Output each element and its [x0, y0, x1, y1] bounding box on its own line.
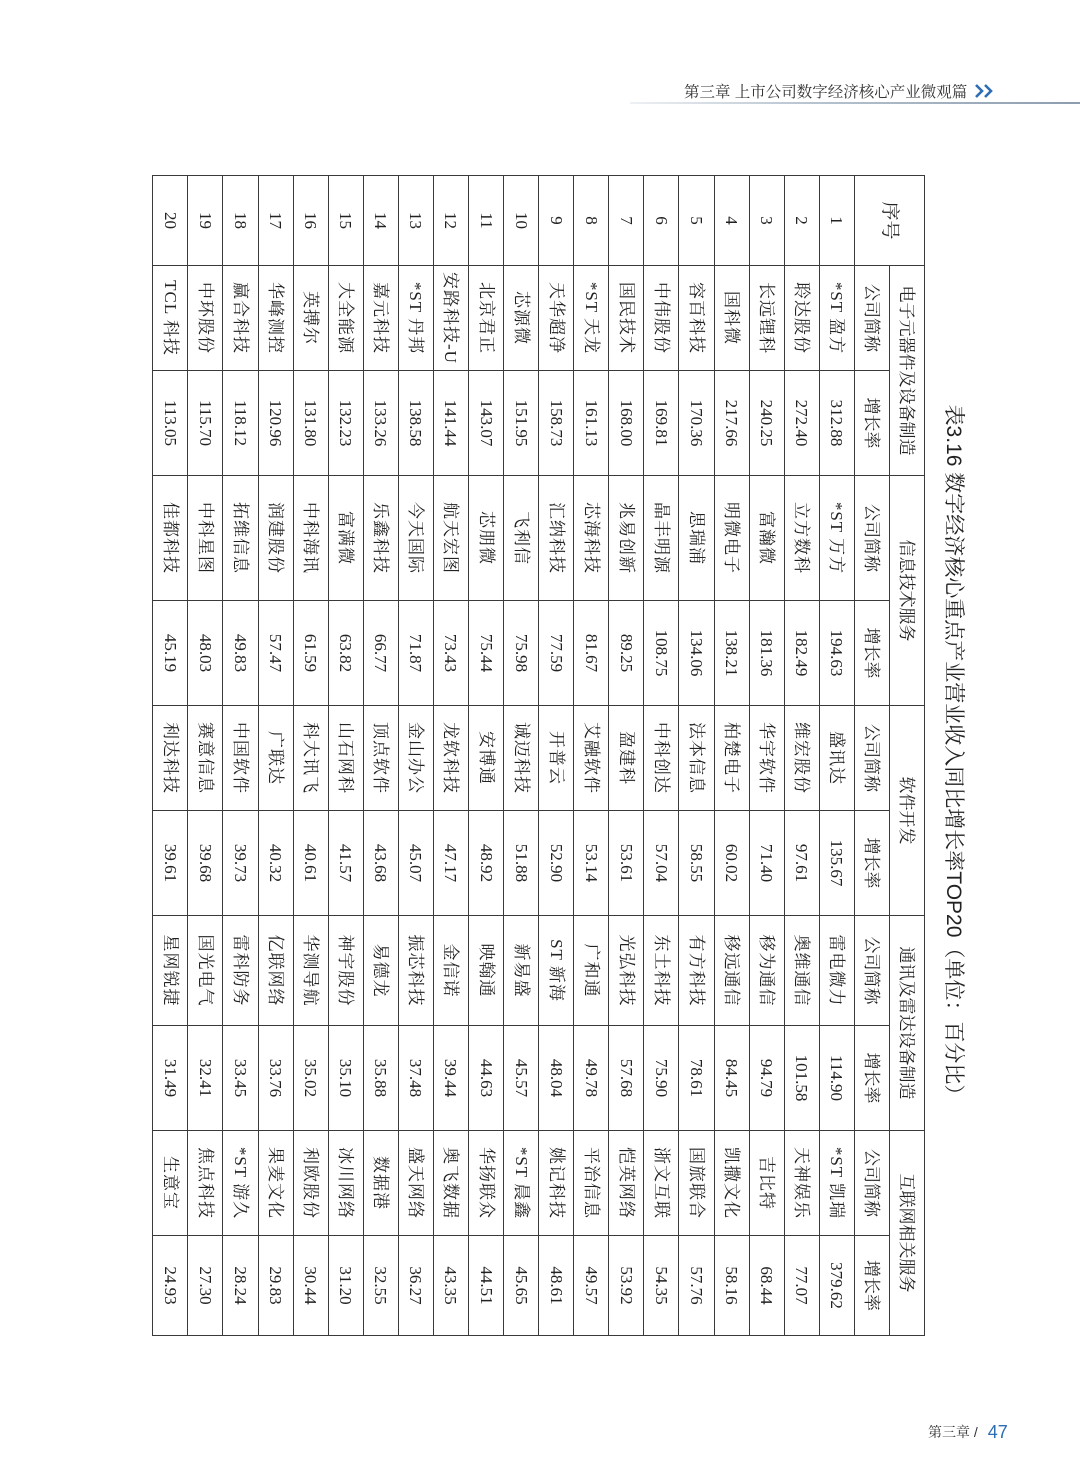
company-name: 冰川网络	[328, 1131, 363, 1236]
growth-rate: 158.73	[539, 371, 574, 476]
growth-rate: 68.44	[749, 1236, 784, 1336]
company-header: 公司简称	[854, 706, 889, 811]
company-name: 英搏尔	[293, 266, 328, 371]
company-name: 长远锂科	[749, 266, 784, 371]
table-row	[749, 176, 784, 1336]
table-row	[223, 176, 258, 1336]
growth-rate: 57.47	[258, 601, 293, 706]
growth-rate: 84.45	[714, 1026, 749, 1131]
growth-rate: 272.40	[784, 371, 819, 476]
company-name: *ST 游久	[223, 1131, 258, 1236]
table-row	[714, 176, 749, 1336]
growth-rate: 39.73	[223, 811, 258, 916]
company-name: 聆达股份	[784, 266, 819, 371]
growth-rate: 45.65	[504, 1236, 539, 1336]
growth-rate: 118.12	[223, 371, 258, 476]
company-name: 华测导航	[293, 916, 328, 1026]
company-name: 乐鑫科技	[363, 476, 398, 601]
growth-rate: 161.13	[574, 371, 609, 476]
company-name: 大全能源	[328, 266, 363, 371]
company-name: 科大讯飞	[293, 706, 328, 811]
growth-rate: 89.25	[609, 601, 644, 706]
rotated-table-block	[152, 175, 985, 1335]
company-name: ST 新海	[539, 916, 574, 1026]
rate-header: 增长率	[854, 1026, 889, 1131]
growth-rate: 45.07	[398, 811, 433, 916]
company-name: 数据港	[363, 1131, 398, 1236]
row-number: 13	[398, 176, 433, 266]
growth-rate: 131.80	[293, 371, 328, 476]
company-name: 易德龙	[363, 916, 398, 1026]
growth-rate: 75.98	[504, 601, 539, 706]
company-name: 赛意信息	[188, 706, 223, 811]
row-number: 2	[784, 176, 819, 266]
row-number: 18	[223, 176, 258, 266]
growth-rate: 71.40	[749, 811, 784, 916]
page-number: 47	[987, 1421, 1008, 1442]
growth-rate: 35.02	[293, 1026, 328, 1131]
growth-rate: 48.61	[539, 1236, 574, 1336]
growth-rate: 115.70	[188, 371, 223, 476]
company-name: 柏楚电子	[714, 706, 749, 811]
growth-rate: 181.36	[749, 601, 784, 706]
growth-rate: 77.07	[784, 1236, 819, 1336]
growth-rate: 45.57	[504, 1026, 539, 1131]
company-name: 明微电子	[714, 476, 749, 601]
company-name: 焦点科技	[188, 1131, 223, 1236]
company-name: *ST 天龙	[574, 266, 609, 371]
company-name: 汇纳科技	[539, 476, 574, 601]
company-name: 浙文互联	[644, 1131, 679, 1236]
company-name: 生意宝	[153, 1131, 188, 1236]
company-name: 金山办公	[398, 706, 433, 811]
company-name: 顶点软件	[363, 706, 398, 811]
growth-rate: 108.75	[644, 601, 679, 706]
footer-chapter-label: 第三章 /	[928, 1424, 978, 1440]
growth-rate: 52.90	[539, 811, 574, 916]
company-name: 广和通	[574, 916, 609, 1026]
growth-rate: 43.68	[363, 811, 398, 916]
table-row	[188, 176, 223, 1336]
company-header: 公司简称	[854, 1131, 889, 1236]
growth-rate: 60.02	[714, 811, 749, 916]
company-name: 维宏股份	[784, 706, 819, 811]
company-name: 恺英网络	[609, 1131, 644, 1236]
growth-rate: 31.20	[328, 1236, 363, 1336]
growth-rate: 170.36	[679, 371, 714, 476]
growth-rate: 35.10	[328, 1026, 363, 1131]
company-name: 盛讯达	[819, 706, 854, 811]
category-electronics: 电子元器件及设备制造	[889, 266, 924, 476]
table-row	[644, 176, 679, 1336]
table-row	[574, 176, 609, 1336]
growth-rate: 169.81	[644, 371, 679, 476]
growth-rate: 49.78	[574, 1026, 609, 1131]
company-name: 凯撒文化	[714, 1131, 749, 1236]
company-name: 富瀚微	[749, 476, 784, 601]
growth-rate: 39.68	[188, 811, 223, 916]
growth-rate: 143.07	[468, 371, 503, 476]
company-name: 亿联网络	[258, 916, 293, 1026]
growth-rate: 33.76	[258, 1026, 293, 1131]
growth-rate: 41.57	[328, 811, 363, 916]
growth-rate: 168.00	[609, 371, 644, 476]
growth-rate: 101.58	[784, 1026, 819, 1131]
row-number: 11	[468, 176, 503, 266]
company-name: *ST 晨鑫	[504, 1131, 539, 1236]
growth-rate: 312.88	[819, 371, 854, 476]
row-number: 20	[153, 176, 188, 266]
growth-rate: 33.45	[223, 1026, 258, 1131]
growth-rate: 47.17	[433, 811, 468, 916]
growth-rate: 75.44	[468, 601, 503, 706]
rate-header: 增长率	[854, 371, 889, 476]
growth-rate: 132.23	[328, 371, 363, 476]
growth-rate: 135.67	[819, 811, 854, 916]
index-header: 序号	[854, 176, 924, 266]
growth-rate: 94.79	[749, 1026, 784, 1131]
company-name: 国光电气	[188, 916, 223, 1026]
row-number: 14	[363, 176, 398, 266]
company-name: 中国软件	[223, 706, 258, 811]
company-name: 盛天网络	[398, 1131, 433, 1236]
row-number: 19	[188, 176, 223, 266]
company-name: 国科微	[714, 266, 749, 371]
company-name: 容百科技	[679, 266, 714, 371]
header-rule	[630, 102, 1080, 104]
growth-rate: 240.25	[749, 371, 784, 476]
growth-rate: 66.77	[363, 601, 398, 706]
company-name: 中环股份	[188, 266, 223, 371]
company-name: 振芯科技	[398, 916, 433, 1026]
growth-rate: 114.90	[819, 1026, 854, 1131]
growth-rate: 57.76	[679, 1236, 714, 1336]
page-footer	[928, 1420, 1008, 1444]
company-name: 佳都科技	[153, 476, 188, 601]
company-name: 姚记科技	[539, 1131, 574, 1236]
company-name: 飞利信	[504, 476, 539, 601]
category-internet-services: 互联网相关服务	[889, 1131, 924, 1336]
growth-rate: 81.67	[574, 601, 609, 706]
growth-rate: 138.21	[714, 601, 749, 706]
growth-rate: 35.88	[363, 1026, 398, 1131]
company-name: 芯源微	[504, 266, 539, 371]
growth-rate: 39.61	[153, 811, 188, 916]
company-name: 中伟股份	[644, 266, 679, 371]
company-name: 吉比特	[749, 1131, 784, 1236]
growth-rate: 32.41	[188, 1026, 223, 1131]
growth-rate: 77.59	[539, 601, 574, 706]
company-name: 富满微	[328, 476, 363, 601]
growth-rate: 113.05	[153, 371, 188, 476]
company-name: 开普云	[539, 706, 574, 811]
growth-rate: 48.04	[539, 1026, 574, 1131]
company-header: 公司简称	[854, 266, 889, 371]
company-name: 芯海科技	[574, 476, 609, 601]
company-name: 华宇软件	[749, 706, 784, 811]
category-header-row	[889, 176, 924, 1336]
company-name: 国旅联合	[679, 1131, 714, 1236]
growth-rate: 138.58	[398, 371, 433, 476]
company-name: 拓维信息	[223, 476, 258, 601]
table-row	[504, 176, 539, 1336]
rate-header: 增长率	[854, 601, 889, 706]
company-name: 金信诺	[433, 916, 468, 1026]
company-name: 思瑞浦	[679, 476, 714, 601]
company-name: 果麦文化	[258, 1131, 293, 1236]
company-name: 神宇股份	[328, 916, 363, 1026]
table-row	[609, 176, 644, 1336]
company-name: 广联达	[258, 706, 293, 811]
company-name: 航天宏图	[433, 476, 468, 601]
growth-rate: 40.61	[293, 811, 328, 916]
row-number: 12	[433, 176, 468, 266]
running-header	[684, 80, 997, 102]
company-name: 雷科防务	[223, 916, 258, 1026]
growth-rate: 58.55	[679, 811, 714, 916]
growth-rate: 97.61	[784, 811, 819, 916]
table-row	[468, 176, 503, 1336]
growth-rate: 133.26	[363, 371, 398, 476]
company-name: 赢合科技	[223, 266, 258, 371]
row-number: 5	[679, 176, 714, 266]
company-name: 润建股份	[258, 476, 293, 601]
company-name: 晶丰明源	[644, 476, 679, 601]
company-name: 芯朋微	[468, 476, 503, 601]
row-number: 7	[609, 176, 644, 266]
company-name: 奥飞数据	[433, 1131, 468, 1236]
company-name: TCL 科技	[153, 266, 188, 371]
company-name: 山石网科	[328, 706, 363, 811]
double-chevron-right-icon	[973, 83, 997, 99]
growth-rate: 53.92	[609, 1236, 644, 1336]
growth-rate: 30.44	[293, 1236, 328, 1336]
row-number: 6	[644, 176, 679, 266]
table-row	[433, 176, 468, 1336]
growth-rate: 182.49	[784, 601, 819, 706]
growth-rate: 37.48	[398, 1026, 433, 1131]
company-name: 有方科技	[679, 916, 714, 1026]
category-software: 软件开发	[889, 706, 924, 916]
rate-header: 增长率	[854, 811, 889, 916]
company-name: 艾融软件	[574, 706, 609, 811]
growth-rate: 71.87	[398, 601, 433, 706]
company-name: 新易盛	[504, 916, 539, 1026]
table-title: 表3.16 数字经济核心重点产业营业收入同比增长率TOP20（单位：百分比）	[942, 404, 965, 1106]
company-header: 公司简称	[854, 916, 889, 1026]
growth-rate: 45.19	[153, 601, 188, 706]
company-name: 天华超净	[539, 266, 574, 371]
company-name: 光弘科技	[609, 916, 644, 1026]
growth-rate: 29.83	[258, 1236, 293, 1336]
table-row	[153, 176, 188, 1336]
rate-header: 增长率	[854, 1236, 889, 1336]
company-name: 龙软科技	[433, 706, 468, 811]
table-row	[819, 176, 854, 1336]
growth-rate: 43.35	[433, 1236, 468, 1336]
company-name: *ST 万方	[819, 476, 854, 601]
growth-rate: 49.83	[223, 601, 258, 706]
growth-rate: 57.68	[609, 1026, 644, 1131]
growth-rate: 28.24	[223, 1236, 258, 1336]
growth-rate: 48.03	[188, 601, 223, 706]
column-header-row	[854, 176, 889, 1336]
growth-rate: 61.59	[293, 601, 328, 706]
growth-rate: 194.63	[819, 601, 854, 706]
growth-rate: 58.16	[714, 1236, 749, 1336]
company-name: 华扬联众	[468, 1131, 503, 1236]
growth-rate: 379.62	[819, 1236, 854, 1336]
company-name: 星网锐捷	[153, 916, 188, 1026]
row-number: 17	[258, 176, 293, 266]
table-row	[258, 176, 293, 1336]
company-name: 映翰通	[468, 916, 503, 1026]
growth-rate: 141.44	[433, 371, 468, 476]
growth-rate: 36.27	[398, 1236, 433, 1336]
company-name: 安博通	[468, 706, 503, 811]
growth-rate: 53.61	[609, 811, 644, 916]
company-name: 北京君正	[468, 266, 503, 371]
company-name: 中科星图	[188, 476, 223, 601]
company-name: 诚迈科技	[504, 706, 539, 811]
company-name: 安路科技-U	[433, 266, 468, 371]
company-name: 华峰测控	[258, 266, 293, 371]
company-name: 利欧股份	[293, 1131, 328, 1236]
table-row	[293, 176, 328, 1336]
growth-rate: 53.14	[574, 811, 609, 916]
growth-rate: 63.82	[328, 601, 363, 706]
growth-rate: 51.88	[504, 811, 539, 916]
table-row	[784, 176, 819, 1336]
row-number: 15	[328, 176, 363, 266]
growth-rate: 40.32	[258, 811, 293, 916]
growth-rate: 39.44	[433, 1026, 468, 1131]
growth-rate: 151.95	[504, 371, 539, 476]
company-header: 公司简称	[854, 476, 889, 601]
growth-rate: 49.57	[574, 1236, 609, 1336]
company-name: *ST 凯瑞	[819, 1131, 854, 1236]
table-row	[679, 176, 714, 1336]
company-name: 奥维通信	[784, 916, 819, 1026]
growth-rate-table	[152, 175, 925, 1336]
table-row	[539, 176, 574, 1336]
company-name: 利达科技	[153, 706, 188, 811]
company-name: 法本信息	[679, 706, 714, 811]
company-name: 盈建科	[609, 706, 644, 811]
company-name: 雷电微力	[819, 916, 854, 1026]
company-name: *ST 盈方	[819, 266, 854, 371]
growth-rate: 27.30	[188, 1236, 223, 1336]
company-name: 天神娱乐	[784, 1131, 819, 1236]
company-name: 兆易创新	[609, 476, 644, 601]
growth-rate: 120.96	[258, 371, 293, 476]
company-name: 立方数科	[784, 476, 819, 601]
row-number: 10	[504, 176, 539, 266]
growth-rate: 32.55	[363, 1236, 398, 1336]
growth-rate: 134.06	[679, 601, 714, 706]
growth-rate: 217.66	[714, 371, 749, 476]
row-number: 16	[293, 176, 328, 266]
growth-rate: 57.04	[644, 811, 679, 916]
company-name: 国民技术	[609, 266, 644, 371]
category-it-services: 信息技术服务	[889, 476, 924, 706]
growth-rate: 31.49	[153, 1026, 188, 1131]
row-number: 3	[749, 176, 784, 266]
row-number: 8	[574, 176, 609, 266]
company-name: 中科创达	[644, 706, 679, 811]
row-number: 1	[819, 176, 854, 266]
company-name: 中科海讯	[293, 476, 328, 601]
table-row	[398, 176, 433, 1336]
company-name: 嘉元科技	[363, 266, 398, 371]
row-number: 4	[714, 176, 749, 266]
growth-rate: 54.35	[644, 1236, 679, 1336]
growth-rate: 48.92	[468, 811, 503, 916]
company-name: 东土科技	[644, 916, 679, 1026]
category-communication-radar: 通讯及雷达设备制造	[889, 916, 924, 1131]
company-name: *ST 丹邦	[398, 266, 433, 371]
table-row	[363, 176, 398, 1336]
company-name: 移远通信	[714, 916, 749, 1026]
growth-rate: 44.51	[468, 1236, 503, 1336]
growth-rate: 73.43	[433, 601, 468, 706]
company-name: 平治信息	[574, 1131, 609, 1236]
chapter-title: 第三章 上市公司数字经济核心产业微观篇	[684, 84, 968, 101]
company-name: 今天国际	[398, 476, 433, 601]
growth-rate: 75.90	[644, 1026, 679, 1131]
growth-rate: 44.63	[468, 1026, 503, 1131]
growth-rate: 78.61	[679, 1026, 714, 1131]
growth-rate: 24.93	[153, 1236, 188, 1336]
company-name: 移为通信	[749, 916, 784, 1026]
row-number: 9	[539, 176, 574, 266]
table-row	[328, 176, 363, 1336]
